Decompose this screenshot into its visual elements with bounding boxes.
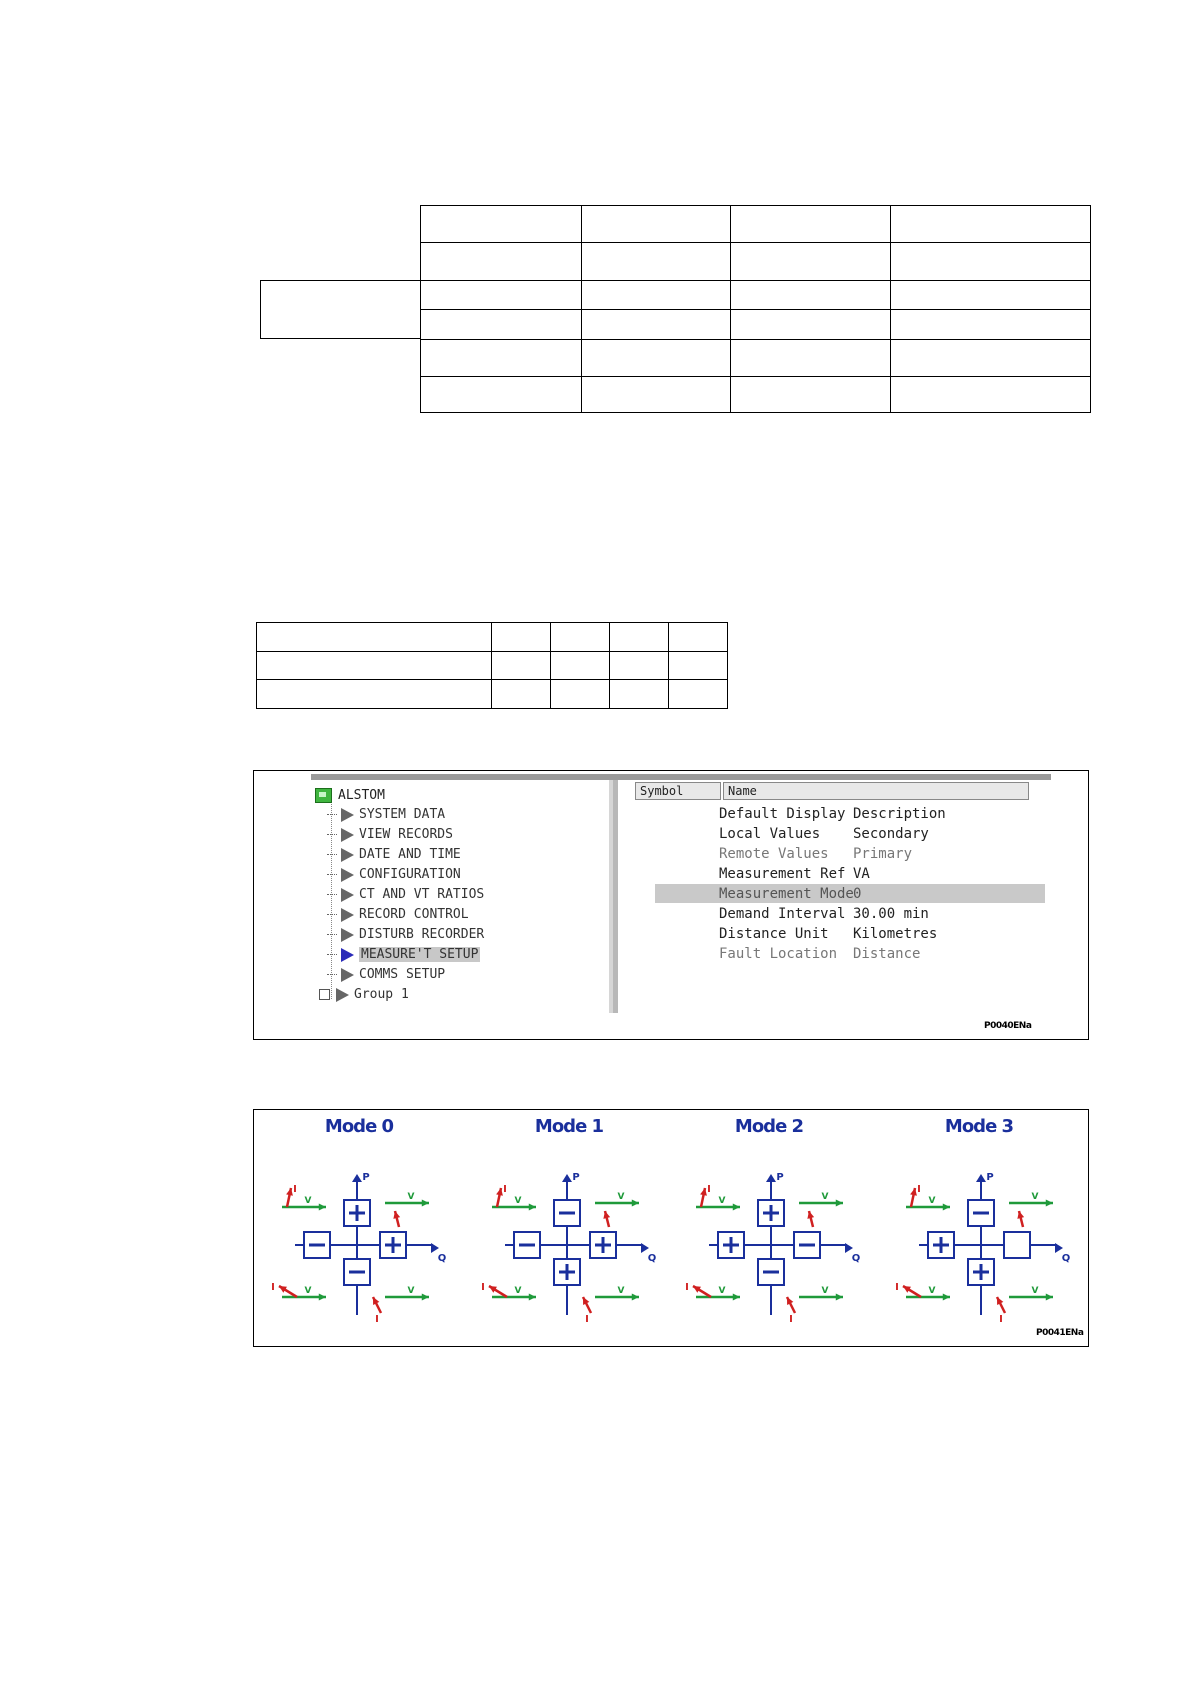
quadrant-sign-right [1004,1232,1030,1258]
setting-name: Local Values [719,825,821,842]
current-label: I [685,1282,689,1293]
table-cell [551,680,610,709]
voltage-label: V [407,1192,415,1202]
setting-name: Demand Interval [719,905,846,922]
folder-arrow-icon [341,848,354,862]
p-axis-label: P [986,1172,994,1183]
folder-arrow-icon [341,948,354,962]
table-1 [420,205,1091,413]
current-label: I [789,1314,793,1325]
arrow-head [529,1204,536,1211]
setting-name: Fault Location [719,945,838,962]
tree-item-label: RECORD CONTROL [359,907,469,922]
setting-value: VA [853,865,870,882]
p-axis-label: P [572,1172,580,1183]
tree-item-label: CONFIGURATION [359,867,461,882]
table-cell [257,652,492,680]
relay-icon [315,788,332,803]
column-header-symbol[interactable]: Symbol [635,782,721,800]
current-label: I [271,1282,275,1293]
table-cell [731,206,891,243]
table-cell [891,340,1091,377]
table-cell [669,623,728,652]
table-cell [731,243,891,281]
setting-row-selected[interactable] [655,884,1045,903]
setting-row[interactable] [655,844,1045,863]
voltage-label: V [407,1286,415,1296]
table-cell [421,377,582,413]
table-cell [610,652,669,680]
setting-value: Description [853,805,946,822]
table-cell [421,281,582,310]
voltage-label: V [617,1286,625,1296]
setting-value: 30.00 min [853,905,929,922]
folder-arrow-icon [341,868,354,882]
setting-row[interactable] [655,824,1045,843]
folder-arrow-icon [336,988,349,1002]
folder-arrow-icon [341,888,354,902]
table-cell [891,206,1091,243]
arrow-head [943,1204,950,1211]
arrow-head [1055,1243,1063,1253]
table-cell [610,623,669,652]
setting-value: Secondary [853,825,929,842]
p-axis-label: P [362,1172,370,1183]
tree-item-label: DATE AND TIME [359,847,461,862]
table-cell [731,340,891,377]
table-cell [421,206,582,243]
tree-item-date-and-time[interactable] [327,845,461,864]
current-label: I [707,1184,711,1195]
settings-tree-pane [311,780,618,1013]
folder-arrow-icon [341,928,354,942]
tree-item-label: CT AND VT RATIOS [359,887,485,902]
settings-window [311,774,1051,1013]
setting-name: Distance Unit [719,925,829,942]
setting-value: Kilometres [853,925,938,942]
current-label: I [293,1184,297,1195]
arrow-head [319,1294,326,1301]
voltage-label: V [821,1286,829,1296]
voltage-label: V [514,1286,522,1296]
table-cell [731,281,891,310]
table-cell [731,377,891,413]
q-axis-label: Q [851,1253,861,1264]
tree-item-label: COMMS SETUP [359,967,446,982]
tree-item-disturb-recorder[interactable] [327,925,484,944]
mode-title: Mode 3 [944,1116,1014,1137]
table-cell [582,310,731,340]
mode-title: Mode 1 [534,1116,604,1137]
arrow-head [836,1200,843,1207]
expand-box-icon[interactable] [319,989,330,1000]
arrow-head [733,1294,740,1301]
table-cell [891,281,1091,310]
arrow-head [529,1294,536,1301]
table-cell [551,623,610,652]
arrow-head [319,1204,326,1211]
tree-item-label: VIEW RECORDS [359,827,453,842]
column-header-name[interactable]: Name [723,782,1029,800]
arrow-head [976,1174,986,1182]
table-cell [492,652,551,680]
setting-row[interactable] [655,804,1045,823]
setting-name: Measurement Ref [719,865,846,882]
voltage-label: V [617,1192,625,1202]
p-axis-label: P [776,1172,784,1183]
arrow-head [632,1200,639,1207]
tree-item-configuration[interactable] [327,865,461,884]
current-label: I [999,1314,1003,1325]
tree-item-measure-setup[interactable] [327,945,480,964]
mode-title: Mode 0 [324,1116,394,1137]
arrow-head [422,1294,429,1301]
settings-list-pane [631,780,1051,1013]
table-cell [731,310,891,340]
arrow-head [431,1243,439,1253]
arrow-head [836,1294,843,1301]
current-label: I [503,1184,507,1195]
table-cell [582,206,731,243]
table-cell [257,680,492,709]
folder-arrow-icon [341,828,354,842]
tree-item-system-data[interactable] [327,805,445,824]
setting-name: Measurement Mode [719,885,854,902]
figure-id-modes: P0041ENa [1036,1328,1084,1338]
setting-row[interactable] [655,944,1045,963]
folder-arrow-icon [341,908,354,922]
table-cell [582,281,731,310]
q-axis-label: Q [1061,1253,1071,1264]
current-label: I [375,1314,379,1325]
arrow-head [1046,1294,1053,1301]
current-label: I [917,1184,921,1195]
table-cell [582,243,731,281]
voltage-label: V [1031,1192,1039,1202]
tree-item-label: SYSTEM DATA [359,807,446,822]
current-label: I [585,1314,589,1325]
table-cell [669,680,728,709]
folder-arrow-icon [341,808,354,822]
voltage-label: V [304,1286,312,1296]
figure-id-software: P0040ENa [984,1021,1032,1031]
arrow-head [632,1294,639,1301]
q-axis-label: Q [437,1253,447,1264]
arrow-head [1046,1200,1053,1207]
setting-row[interactable] [655,924,1045,943]
voltage-label: V [304,1196,312,1206]
setting-name: Default Display [719,805,846,822]
table-cell [669,652,728,680]
table-cell [551,652,610,680]
table-cell [257,623,492,652]
arrow-head [641,1243,649,1253]
voltage-label: V [718,1196,726,1206]
arrow-head [422,1200,429,1207]
arrow-head [562,1174,572,1182]
table-cell [421,340,582,377]
table-cell [492,623,551,652]
tree-item-view-records[interactable] [327,825,453,844]
setting-value: Primary [853,845,913,862]
tree-item-comms-setup[interactable] [327,965,445,984]
voltage-label: V [514,1196,522,1206]
tree-item-group-1[interactable] [319,985,409,1004]
arrow-head [766,1174,776,1182]
voltage-label: V [928,1196,936,1206]
setting-name: Remote Values [719,845,829,862]
arrow-head [845,1243,853,1253]
q-axis-label: Q [647,1253,657,1264]
table-cell [582,377,731,413]
arrow-head [352,1174,362,1182]
software-screenshot-figure [253,770,1089,1040]
voltage-label: V [1031,1286,1039,1296]
tree-item-ct-vt-ratios[interactable] [327,885,484,904]
current-label: I [895,1282,899,1293]
tree-item-label: Group 1 [354,987,409,1002]
voltage-label: V [718,1286,726,1296]
tree-item-record-control[interactable] [327,905,469,924]
tree-root[interactable] [315,786,385,804]
table-cell [891,377,1091,413]
tree-item-label: DISTURB RECORDER [359,927,485,942]
arrow-head [943,1294,950,1301]
tree-item-label: MEASURE'T SETUP [361,947,479,962]
setting-value: 0 [853,885,862,902]
measurement-modes-figure [253,1109,1089,1347]
table-cell [421,243,582,281]
setting-row[interactable] [655,864,1045,883]
table-cell [891,310,1091,340]
voltage-label: V [821,1192,829,1202]
table-cell [610,680,669,709]
table1-row-header-cell [260,280,420,339]
table-cell [492,680,551,709]
setting-value: Distance [853,945,921,962]
table-cell [582,340,731,377]
current-label: I [481,1282,485,1293]
table-cell [421,310,582,340]
setting-row[interactable] [655,904,1045,923]
table-cell [891,243,1091,281]
mode-title: Mode 2 [734,1116,804,1137]
table-2 [256,622,728,709]
voltage-label: V [928,1286,936,1296]
tree-root-label: ALSTOM [338,787,385,803]
mode-diagrams [254,1110,1087,1346]
arrow-head [733,1204,740,1211]
folder-arrow-icon [341,968,354,982]
